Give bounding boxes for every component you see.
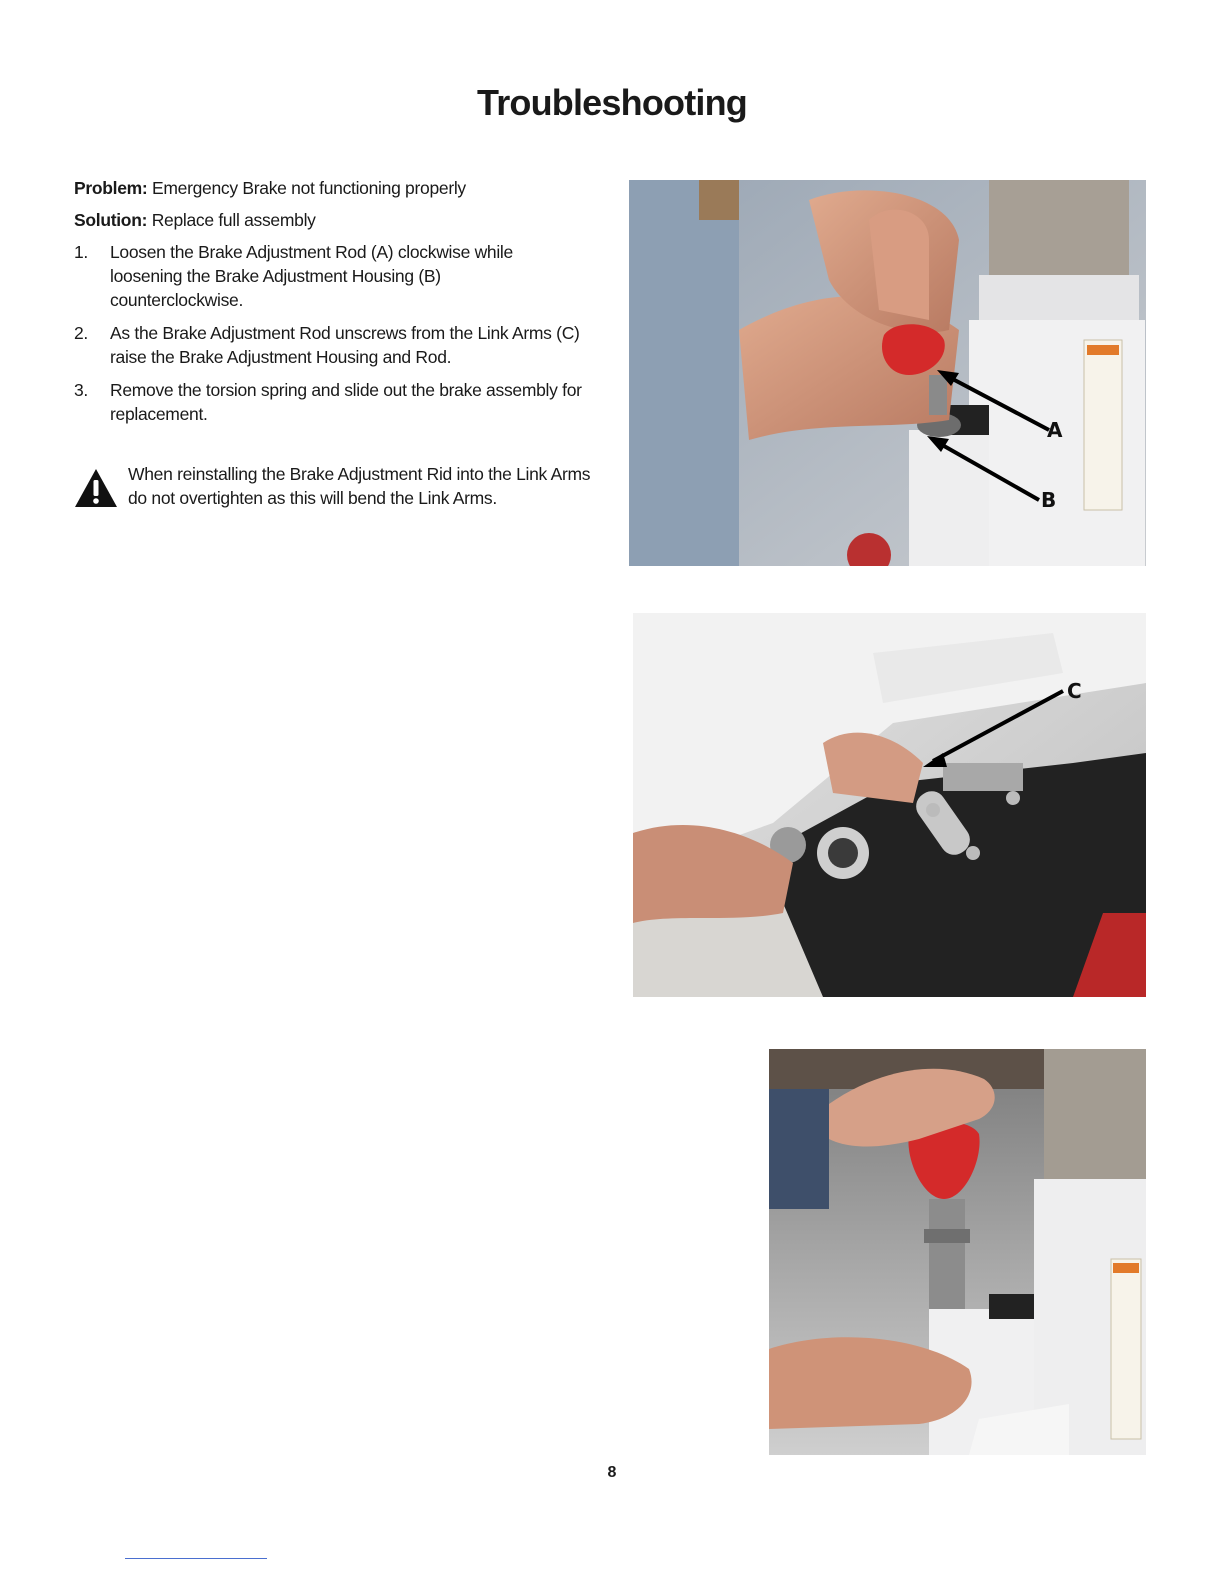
step-number: 3. [74, 380, 88, 400]
step-number: 1. [74, 242, 88, 262]
solution-label: Solution: [74, 210, 148, 230]
footer-rule [125, 1558, 267, 1559]
step-item [74, 321, 614, 369]
instructions [74, 176, 614, 435]
steps-list [74, 240, 614, 426]
step-item [74, 378, 614, 426]
step-number: 2. [74, 323, 88, 343]
photo-2-image [633, 613, 1146, 997]
problem-label: Problem: [74, 178, 148, 198]
caution-text: When reinstalling the Brake Adjustment Rid into the Link Arms do not overtighten as this will bend the Link Arms. [128, 464, 591, 508]
warning-triangle-icon [74, 468, 118, 508]
callout-c: C [1067, 679, 1082, 703]
problem-text: Emergency Brake not functioning properly [152, 178, 466, 198]
step-text: Loosen the Brake Adjustment Rod (A) clockwise while loosening the Brake Adjustment Housing (B) counterclockwise. [110, 242, 513, 310]
step-text: Remove the torsion spring and slide out the brake assembly for replacement. [110, 380, 582, 424]
step-text: As the Brake Adjustment Rod unscrews from the Link Arms (C) raise the Brake Adjustment Housing and Rod. [110, 323, 580, 367]
callout-a: A [1047, 418, 1063, 442]
step-item [74, 240, 540, 312]
caution-note [74, 462, 594, 510]
solution-line [74, 208, 614, 232]
photo-brake-assembly-removal [769, 1049, 1146, 1455]
photo-1-image [629, 180, 1146, 566]
photo-3-image [769, 1049, 1146, 1455]
page-number: 8 [607, 1464, 617, 1481]
photo-brake-knob-removal [629, 180, 1146, 566]
problem-line [74, 176, 614, 200]
photo-link-arms [633, 613, 1146, 997]
page-title: Troubleshooting [477, 82, 747, 123]
callout-b: B [1041, 488, 1057, 512]
solution-text: Replace full assembly [151, 210, 316, 230]
